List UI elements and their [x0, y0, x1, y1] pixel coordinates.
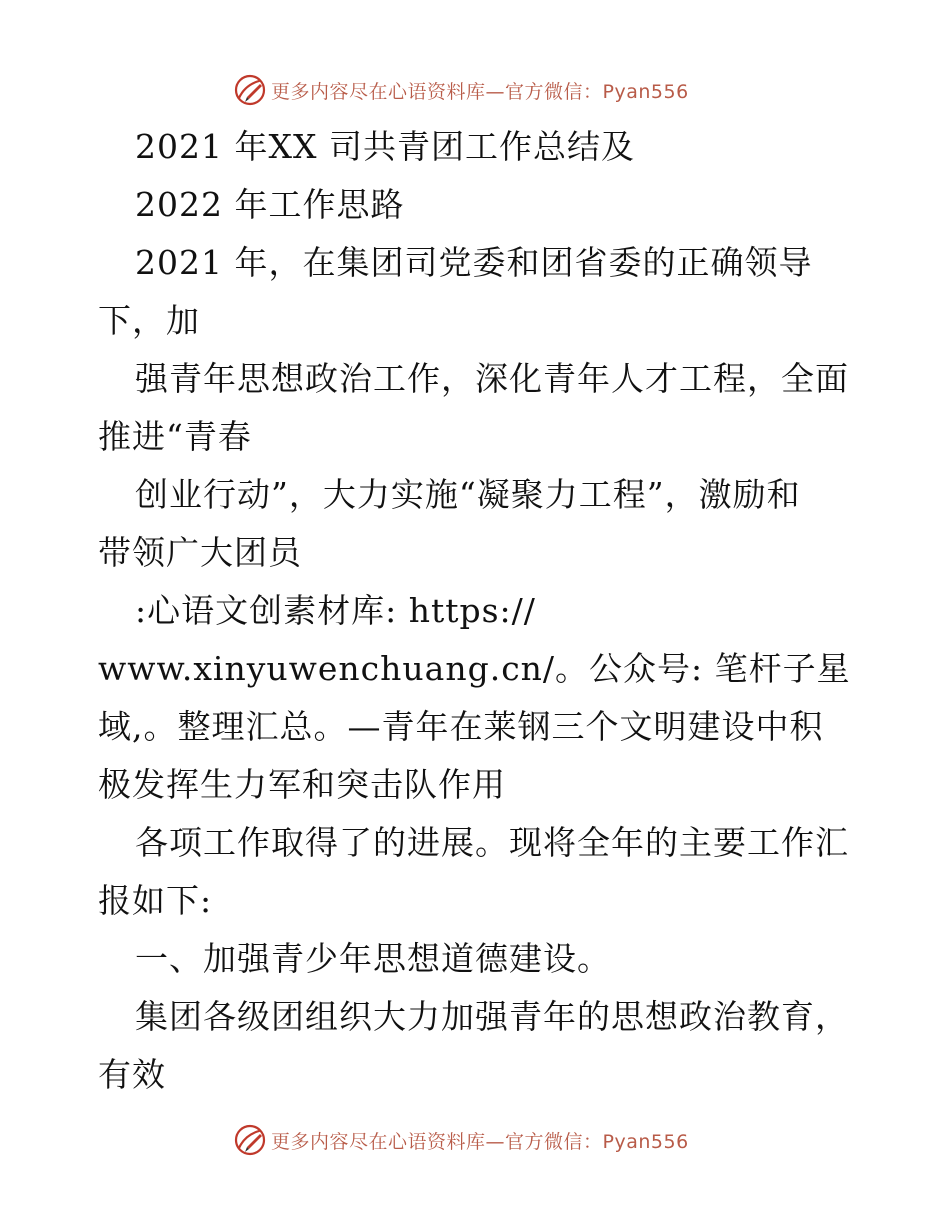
title-line-2: 2022 年工作思路: [135, 185, 405, 224]
header-banner: [233, 72, 689, 108]
paragraph-line: 强青年思想政治工作，深化青年人才工程，全面: [135, 359, 849, 398]
paragraph-line: 2021 年，在集团司党委和团省委的正确领导: [135, 243, 813, 282]
footer-banner: [233, 1122, 689, 1158]
paragraph-line: 各项工作取得了的进展。现将全年的主要工作汇: [135, 823, 849, 862]
paragraph-line: 有效: [98, 1055, 166, 1094]
paragraph-line: 下，加: [98, 301, 200, 340]
paragraph-line: 极发挥生力军和突击队作用: [98, 765, 506, 804]
paragraph-line: www.xinyuwenchuang.cn/。公众号: 笔杆子星: [98, 649, 851, 688]
paragraph-line: 带领广大团员: [98, 533, 302, 572]
header-banner-text: 更多内容尽在心语资料库—官方微信：Pyan556: [271, 80, 689, 103]
section-heading: 一、加强青少年思想道德建设。: [135, 939, 611, 978]
paragraph-line: 集团各级团组织大力加强青年的思想政治教育，: [135, 997, 849, 1036]
paragraph-line: 域,。整理汇总。—青年在莱钢三个文明建设中积: [98, 707, 824, 746]
pen-logo-icon: [233, 1123, 267, 1157]
footer-banner-text: 更多内容尽在心语资料库—官方微信：Pyan556: [271, 1130, 689, 1153]
pen-logo-icon: [233, 73, 267, 107]
paragraph-line: 推进“青春: [98, 417, 252, 456]
paragraph-line: :心语文创素材库: https://: [135, 591, 536, 630]
title-line-1: 2021 年XX 司共青团工作总结及: [135, 127, 635, 166]
document-body: [98, 118, 888, 1104]
paragraph-line: 报如下:: [98, 881, 213, 920]
paragraph-line: 创业行动”，大力实施“凝聚力工程”，激励和: [135, 475, 801, 514]
